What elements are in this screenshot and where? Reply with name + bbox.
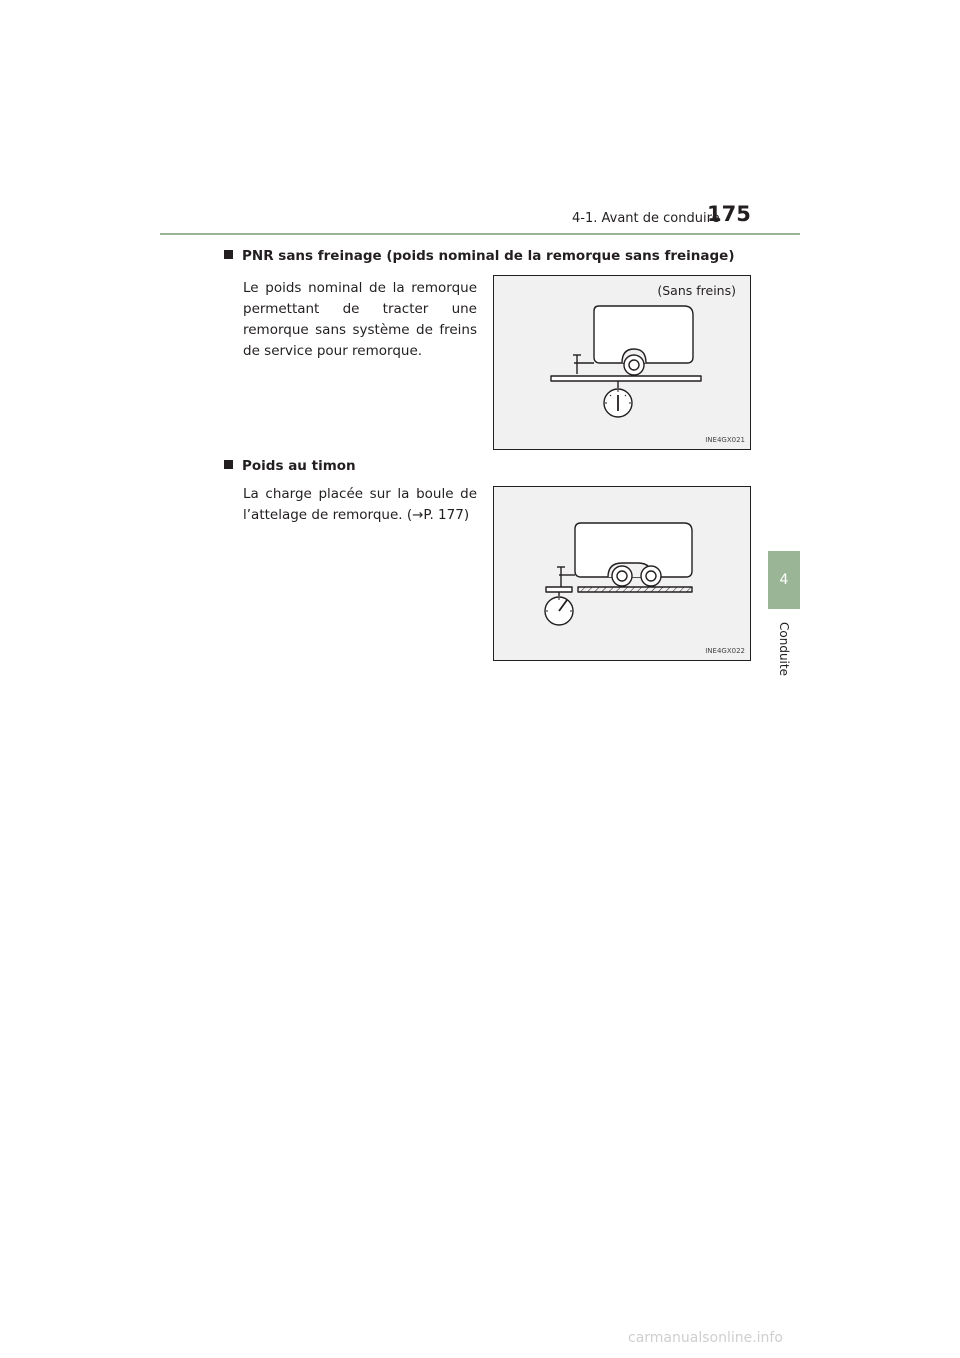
watermark: carmanualsonline.info [628, 1330, 783, 1346]
section-heading-pnr: PNR sans freinage (poids nominal de la remorque sans freinage) [224, 248, 735, 264]
chapter-tab-label: Conduite [777, 622, 791, 676]
figure-tongue-weight [493, 486, 751, 661]
header-rule [160, 233, 800, 235]
section-heading-tongue-weight: Poids au timon [224, 458, 356, 474]
square-bullet-icon [224, 460, 233, 469]
figure-trailer-no-brakes [493, 275, 751, 450]
section-text-tongue-weight: La charge placée sur la boule de l’attelage de remorque. (→P. 177) [243, 486, 477, 523]
section-text-pnr: Le poids nominal de la remorque permettant de tracter une remorque sans système de freins de service pour remorque. [243, 280, 477, 359]
running-header-section: 4-1. Avant de conduire [572, 211, 720, 226]
trailer-single-axle-illustration [494, 276, 750, 449]
chapter-tab-number: 4 [779, 572, 789, 588]
page-number: 175 [707, 202, 751, 226]
square-bullet-icon [224, 250, 233, 259]
figure-code: INE4GX022 [705, 647, 745, 655]
figure-code: INE4GX021 [705, 436, 745, 444]
figure-label-no-brakes: (Sans freins) [657, 283, 736, 298]
trailer-tandem-axle-illustration [494, 487, 750, 660]
